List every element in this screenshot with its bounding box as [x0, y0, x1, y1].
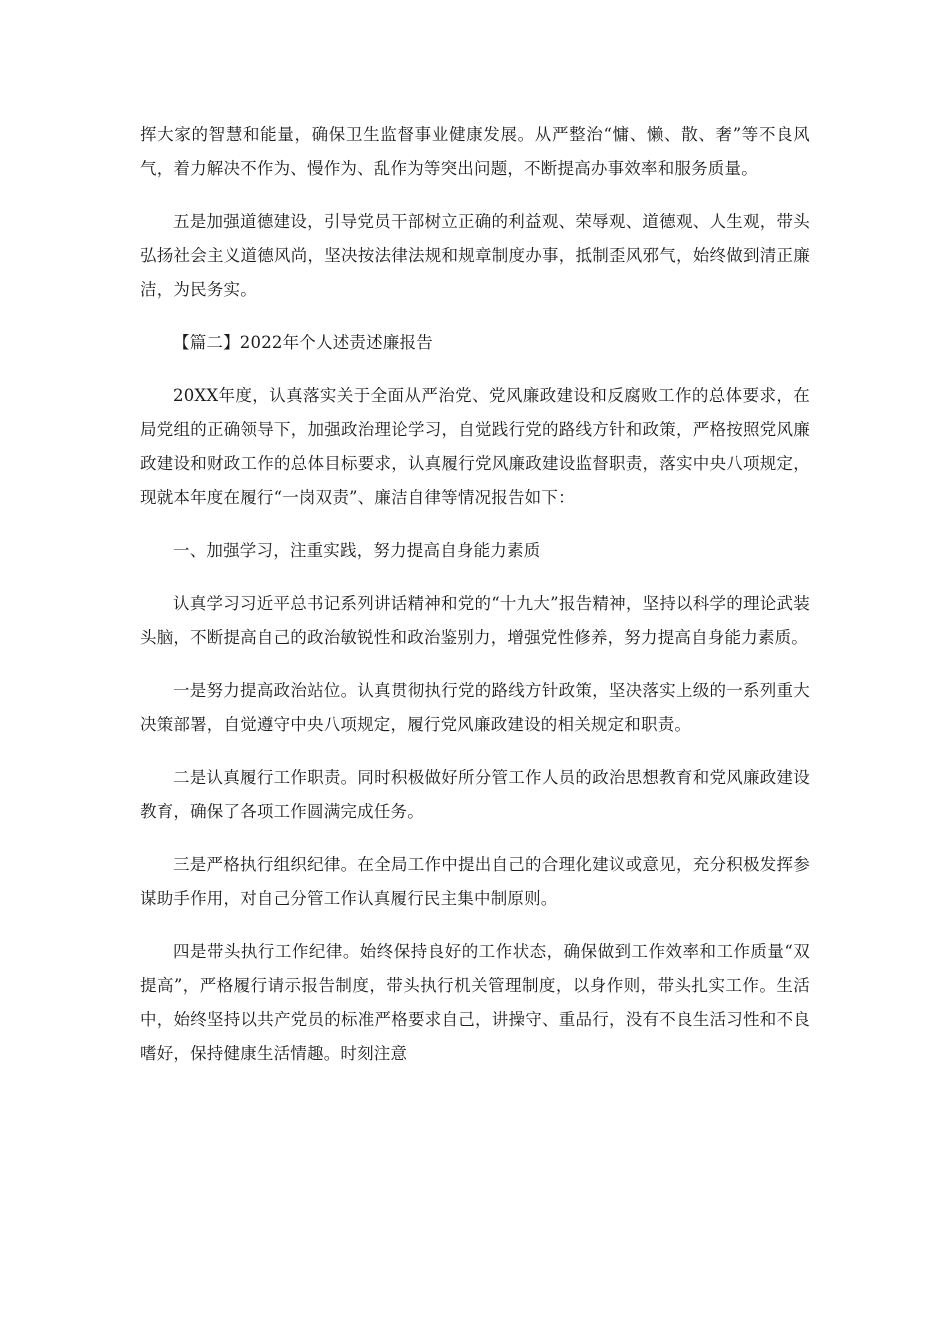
- paragraph-point-one: 一是努力提高政治站位。认真贯彻执行党的路线方针政策，坚决落实上级的一系列重大决策部署，自觉遵守中央八项规定，履行党风廉政建设的相关规定和职责。: [140, 681, 810, 734]
- section-heading-part-two: 【篇二】2022年个人述责述廉报告: [173, 333, 433, 352]
- paragraph-study-spirit: 认真学习习近平总书记系列讲话精神和党的“十九大”报告精神，坚持以科学的理论武装头脑，不断提高自己的政治敏锐性和政治鉴别力，增强党性修养，努力提高自身能力素质。: [140, 594, 810, 647]
- paragraph-point-two: 二是认真履行工作职责。同时积极做好所分管工作人员的政治思想教育和党风廉政建设教育，确保了各项工作圆满完成任务。: [140, 768, 810, 821]
- paragraph-point-four: 四是带头执行工作纪律。始终保持良好的工作状态，确保做到工作效率和工作质量“双提高”，严格履行请示报告制度，带头执行机关管理制度，以身作则，带头扎实工作。生活中，始终坚持以共产党员的标准严格要求自己，讲操守、重品行，没有不良生活习性和不良嗜好，保持健康生活情趣。时刻注意: [140, 942, 810, 1063]
- paragraph-moral-construction: 五是加强道德建设，引导党员干部树立正确的利益观、荣辱观、道德观、人生观，带头弘扬社会主义道德风尚，坚决按法律法规和规章制度办事，抵制歪风邪气，始终做到清正廉洁，为民务实。: [140, 212, 810, 299]
- paragraph-continued: 挥大家的智慧和能量，确保卫生监督事业健康发展。从严整治“慵、懒、散、奢”等不良风气，着力解决不作为、慢作为、乱作为等突出问题，不断提高办事效率和服务质量。: [140, 125, 810, 178]
- paragraph-annual-summary: 20XX年度，认真落实关于全面从严治党、党风廉政建设和反腐败工作的总体要求，在局党组的正确领导下，加强政治理论学习，自觉践行党的路线方针和政策，严格按照党风廉政建设和财政工作的总体目标要求，认真履行党风廉政建设监督职责，落实中央八项规定，现就本年度在履行“一岗双责”、廉洁自律等情况报告如下：: [140, 386, 810, 507]
- subheading-strengthen-study: 一、加强学习，注重实践，努力提高自身能力素质: [173, 541, 541, 560]
- document-body: [140, 118, 810, 1090]
- paragraph-point-three: 三是严格执行组织纪律。在全局工作中提出自己的合理化建议或意见，充分积极发挥参谋助手作用，对自己分管工作认真履行民主集中制原则。: [140, 855, 810, 908]
